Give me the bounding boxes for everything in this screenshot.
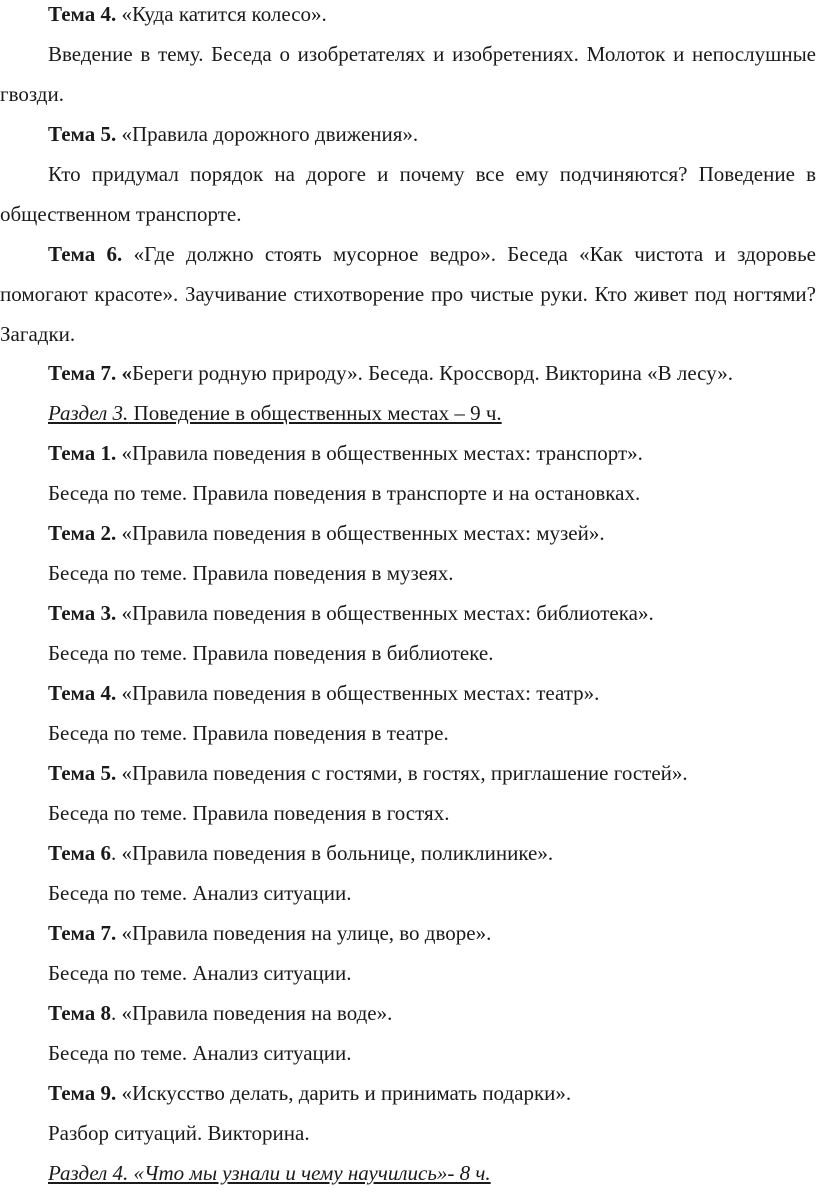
paragraph-text: Введение в тему. Беседа о изобретателях и изобретениях. Молоток и непослушные гвозди. [0, 42, 816, 106]
section-3-topic-8-description [0, 1033, 816, 1073]
topic-label: Тема 2. [48, 521, 117, 545]
topic-title: «Где должно стоять мусорное ведро». Беседа «Как чистота и здоровье помогают красоте». Заучивание стихотворение про чистые руки. Кто живет под ногтями? Загадки. [0, 242, 816, 346]
section-3-topic-9-heading [0, 1073, 816, 1113]
section-3-topic-3-heading [0, 593, 816, 633]
topic-label: Тема 7. [48, 921, 117, 945]
section-3-topic-9-description [0, 1113, 816, 1153]
section-3-topic-5-description [0, 793, 816, 833]
section-3-topic-1-heading [0, 433, 816, 473]
paragraph-text: Разбор ситуаций. Викторина. [48, 1121, 310, 1145]
section-3-topic-7-heading [0, 913, 816, 953]
topic-label: Тема 5. [48, 761, 117, 785]
topic-title: «Правила поведения с гостями, в гостях, приглашение гостей». [116, 761, 688, 785]
paragraph-text: Беседа по теме. Правила поведения в транспорте и на остановках. [48, 481, 641, 505]
topic-title: «Правила дорожного движения». [116, 122, 419, 146]
topic-title: «Правила поведения в общественных местах: театр». [116, 681, 600, 705]
section-3-topic-7-description [0, 953, 816, 993]
topic-title: . «Правила поведения в больнице, поликлинике». [110, 841, 554, 865]
paragraph-text: Кто придумал порядок на дороге и почему все ему подчиняются? Поведение в общественном транспорте. [0, 162, 816, 226]
topic-5-description [0, 154, 816, 234]
paragraph-text: Беседа по теме. Правила поведения в гостях. [48, 801, 450, 825]
topic-label: Тема 9. [48, 1081, 117, 1105]
section-3-topic-2-description [0, 553, 816, 593]
topic-4-heading [0, 0, 816, 34]
section-title: Поведение в общественных местах – 9 ч. [128, 401, 502, 425]
section-3-topic-2-heading [0, 513, 816, 553]
topic-title: «Правила поведения в общественных местах: музей». [116, 521, 605, 545]
topic-label: Тема 5. [48, 122, 117, 146]
topic-5-heading [0, 114, 816, 154]
section-3-topic-4-heading [0, 673, 816, 713]
paragraph-text: Беседа по теме. Правила поведения в музеях. [48, 561, 454, 585]
topic-label: Тема 6 [48, 841, 111, 865]
section-title: Раздел 4. «Что мы узнали и чему научились»- 8 ч. [48, 1161, 491, 1185]
topic-4-description [0, 34, 816, 114]
topic-title: Береги родную природу». Беседа. Кроссворд. Викторина «В лесу». [131, 361, 733, 385]
section-3-topic-1-description [0, 473, 816, 513]
section-3-topic-6-description [0, 873, 816, 913]
paragraph-text: Беседа по теме. Анализ ситуации. [48, 961, 352, 985]
topic-title: «Правила поведения на улице, во дворе». [116, 921, 492, 945]
topic-title: «Искусство делать, дарить и принимать подарки». [116, 1081, 572, 1105]
topic-label: Тема 6. [48, 242, 123, 266]
section-label: Раздел 3. [48, 401, 129, 425]
topic-label: Тема 1. [48, 441, 117, 465]
topic-label: Тема 8 [48, 1001, 111, 1025]
topic-title: «Правила поведения в общественных местах: транспорт». [116, 441, 643, 465]
topic-7-heading [0, 353, 816, 393]
paragraph-text: Беседа по теме. Анализ ситуации. [48, 881, 352, 905]
topic-label: Тема 4. [48, 2, 117, 26]
section-3-topic-6-heading [0, 833, 816, 873]
topic-label: Тема 3. [48, 601, 117, 625]
paragraph-text: Беседа по теме. Правила поведения в театре. [48, 721, 449, 745]
paragraph-text: Беседа по теме. Анализ ситуации. [48, 1041, 352, 1065]
paragraph-text: Беседа по теме. Правила поведения в библиотеке. [48, 641, 494, 665]
section-3-topic-3-description [0, 633, 816, 673]
topic-title: «Правила поведения в общественных местах: библиотека». [116, 601, 654, 625]
topic-label: Тема 7. « [48, 361, 132, 385]
topic-title: . «Правила поведения на воде». [110, 1001, 393, 1025]
section-3-heading [0, 393, 816, 433]
topic-6-paragraph [0, 234, 816, 354]
section-3-topic-4-description [0, 713, 816, 753]
topic-title: «Куда катится колесо». [116, 2, 327, 26]
section-3-topic-5-heading [0, 753, 816, 793]
section-4-heading [0, 1153, 816, 1193]
section-3-topic-8-heading [0, 993, 816, 1033]
topic-label: Тема 4. [48, 681, 117, 705]
